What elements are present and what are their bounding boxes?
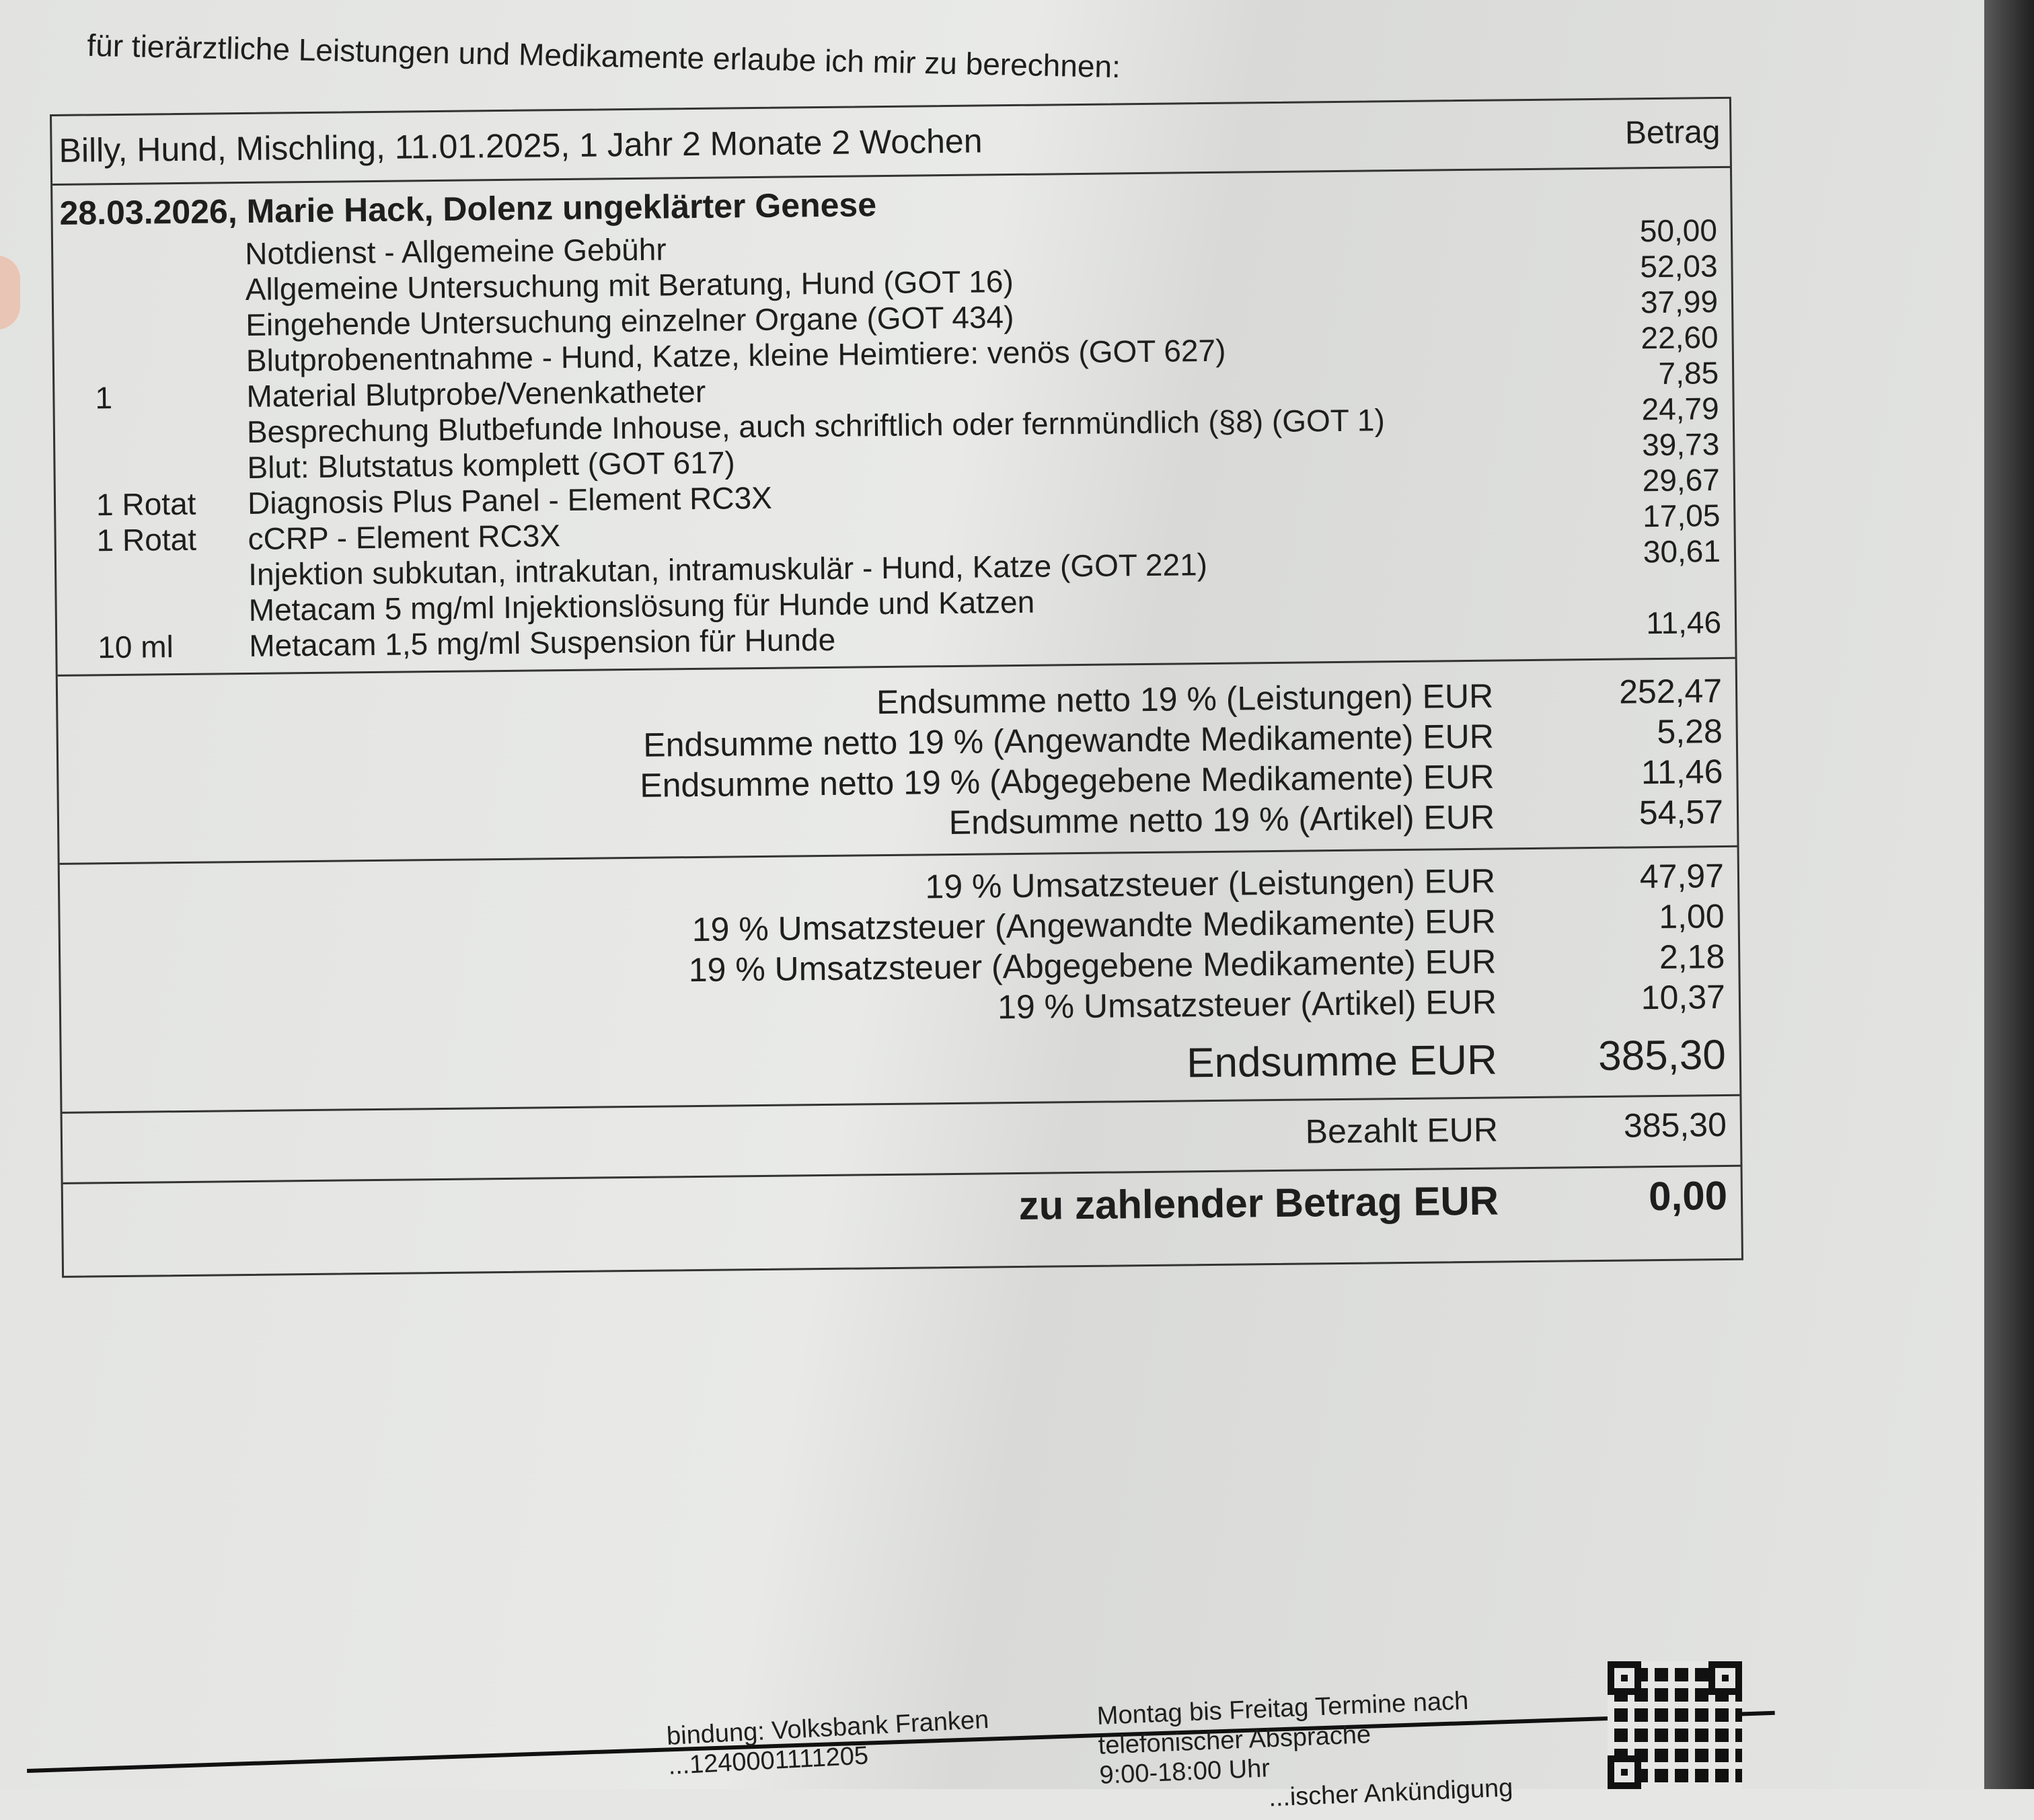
item-qty: 10 ml (98, 629, 174, 665)
total-label: 19 % Umsatzsteuer (Artikel) EUR (997, 983, 1497, 1026)
item-description: Allgemeine Untersuchung mit Beratung, Hund (GOT 16) (245, 264, 1014, 307)
total-label: 19 % Umsatzsteuer (Abgegebene Medikamente) EUR (688, 942, 1497, 989)
item-description: cCRP - Element RC3X (248, 518, 561, 556)
total-label: Endsumme netto 19 % (Abgegebene Medikamente) EUR (640, 757, 1495, 804)
item-amount: 30,61 (1643, 533, 1721, 570)
due-value: 0,00 (1648, 1172, 1728, 1219)
total-value: 10,37 (1641, 977, 1726, 1017)
item-description: Metacam 1,5 mg/ml Suspension für Hunde (249, 621, 836, 663)
item-description: Notdienst - Allgemeine Gebühr (244, 231, 667, 271)
item-amount: 22,60 (1641, 319, 1719, 356)
total-value: 2,18 (1659, 937, 1725, 977)
item-description: Blutprobenentnahme - Hund, Katze, kleine Heimtiere: venös (GOT 627) (246, 332, 1226, 378)
hours-line-4: ...ischer Ankündigung (1268, 1774, 1514, 1813)
grand-total-value: 385,30 (1597, 1031, 1727, 1079)
grand-total-label: Endsumme EUR (1186, 1036, 1498, 1087)
item-description: Material Blutprobe/Venenkatheter (246, 373, 706, 414)
item-description: Injektion subkutan, intrakutan, intramuskulär - Hund, Katze (GOT 221) (248, 547, 1208, 592)
total-label: Endsumme netto 19 % (Artikel) EUR (948, 798, 1495, 842)
paid-value: 385,30 (1623, 1105, 1727, 1145)
hours-line-2: telefonischer Absprache (1097, 1720, 1371, 1760)
qr-code-icon (1608, 1661, 1742, 1789)
item-qty: 1 Rotat (96, 521, 197, 558)
item-amount: 52,03 (1640, 248, 1718, 285)
item-qty (93, 235, 255, 237)
intro-text: für tierärztliche Leistungen und Medikamente erlaube ich mir zu berechnen: (86, 27, 1121, 85)
bank-line-2: ...1240001111205 (667, 1741, 870, 1780)
total-value: 1,00 (1659, 897, 1725, 936)
item-amount: 50,00 (1639, 213, 1718, 249)
hours-line-1: Montag bis Freitag Termine nach (1096, 1686, 1470, 1731)
item-description: Blut: Blutstatus komplett (GOT 617) (247, 445, 735, 485)
item-amount: 29,67 (1642, 462, 1721, 498)
invoice-table (50, 97, 1743, 1278)
item-description: Metacam 5 mg/ml Injektionslösung für Hunde und Katzen (248, 584, 1035, 628)
patient-info: Billy, Hund, Mischling, 11.01.2025, 1 Jahr 2 Monate 2 Wochen (59, 122, 983, 169)
due-row (63, 1172, 1741, 1246)
bank-line-1: bindung: Volksbank Franken (666, 1705, 990, 1751)
total-value: 47,97 (1639, 856, 1725, 896)
hours-line-3: 9:00-18:00 Uhr (1098, 1754, 1271, 1790)
item-qty: 1 Rotat (96, 486, 196, 523)
visit-title: 28.03.2026, Marie Hack, Dolenz ungeklärter Genese (59, 186, 877, 232)
table-header (52, 99, 1730, 186)
total-value: 252,47 (1618, 672, 1723, 711)
grand-total-row (62, 1031, 1740, 1112)
tax-totals (60, 856, 1739, 1038)
total-label: Endsumme netto 19 % (Leistungen) EUR (876, 677, 1494, 722)
item-amount: 11,46 (1646, 605, 1722, 641)
amount-column-header: Betrag (1624, 114, 1721, 151)
opening-hours (1096, 1684, 1513, 1820)
total-value: 54,57 (1639, 793, 1724, 832)
background-edge (1984, 0, 2034, 1789)
item-description: Diagnosis Plus Panel - Element RC3X (247, 480, 773, 521)
due-block (63, 1172, 1741, 1246)
paid-row (63, 1105, 1740, 1166)
total-label: 19 % Umsatzsteuer (Leistungen) EUR (925, 862, 1496, 906)
item-amount: 17,05 (1642, 498, 1721, 534)
due-label: zu zahlender Betrag EUR (1018, 1178, 1499, 1229)
item-amount: 37,99 (1640, 284, 1719, 320)
total-label: 19 % Umsatzsteuer (Angewandte Medikamente) EUR (691, 902, 1496, 949)
paid-label: Bezahlt EUR (1305, 1110, 1499, 1151)
item-description: Eingehende Untersuchung einzelner Organe (GOT 434) (246, 299, 1014, 342)
total-label: Endsumme netto 19 % (Angewandte Medikamente) EUR (643, 717, 1495, 764)
total-value: 5,28 (1657, 712, 1723, 751)
item-amount: 39,73 (1641, 426, 1720, 463)
line-items (53, 213, 1735, 665)
item-qty: 1 (95, 380, 113, 416)
item-amount: 24,79 (1641, 391, 1719, 427)
net-totals (58, 674, 1737, 853)
item-description: Besprechung Blutbefunde Inhouse, auch schriftlich oder fernmündlich (§8) (GOT 1) (246, 402, 1385, 449)
grand-total-block (62, 1031, 1740, 1112)
total-value: 11,46 (1641, 753, 1723, 792)
item-amount: 7,85 (1658, 355, 1719, 391)
paid-block (63, 1105, 1740, 1166)
